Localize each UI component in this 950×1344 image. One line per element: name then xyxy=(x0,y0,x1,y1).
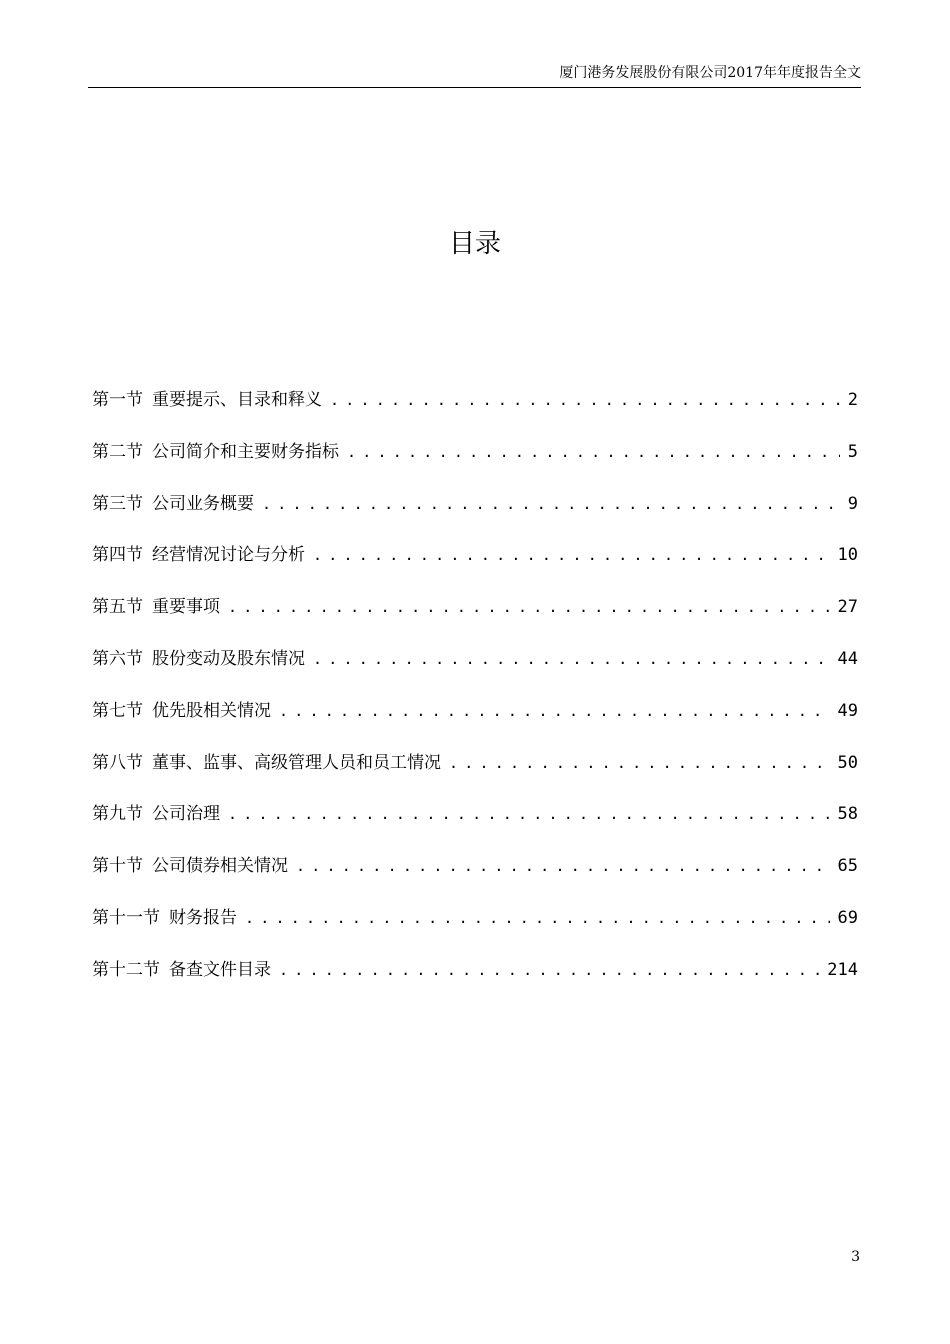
toc-entry-11[interactable] xyxy=(92,901,858,953)
toc-entry-9[interactable] xyxy=(92,797,858,849)
toc-section-name: 股份变动及股东情况 xyxy=(152,648,305,669)
toc-section-number: 第五节 xyxy=(92,597,143,618)
page-title: 目录 xyxy=(448,229,501,259)
toc-section-name: 优先股相关情况 xyxy=(152,700,271,721)
toc-section-number: 第三节 xyxy=(92,493,143,514)
toc-entry-8[interactable] xyxy=(92,746,858,798)
toc-section-number: 第二节 xyxy=(92,441,143,462)
header-divider xyxy=(88,87,861,88)
header-title: 厦门港务发展股份有限公司2017年年度报告全文 xyxy=(559,65,861,81)
toc-entry-1[interactable] xyxy=(92,383,858,435)
toc-section-number: 第十一节 xyxy=(92,907,160,928)
toc-entry-5[interactable] xyxy=(92,590,858,642)
toc-section-number: 第一节 xyxy=(92,390,143,410)
toc-leader-dots xyxy=(262,487,840,521)
toc-entry-10[interactable] xyxy=(92,849,858,901)
toc-page-number: 9 xyxy=(847,493,858,514)
toc-leader-dots xyxy=(296,849,830,883)
toc-page-number: 214 xyxy=(827,959,858,980)
toc-section-number: 第六节 xyxy=(92,648,143,669)
toc-page-number: 65 xyxy=(837,856,858,877)
toc-page-number: 69 xyxy=(837,907,858,928)
toc-section-name: 重要提示、目录和释义 xyxy=(152,390,322,410)
toc-section-name: 备查文件目录 xyxy=(169,959,271,980)
toc-entry-4[interactable] xyxy=(92,538,858,590)
toc-entry-12[interactable] xyxy=(92,953,858,1005)
toc-leader-dots xyxy=(228,590,830,624)
toc-section-number: 第八节 xyxy=(92,752,143,773)
toc-section-number: 第七节 xyxy=(92,700,143,721)
toc-section-number: 第十二节 xyxy=(92,959,160,980)
toc-entry-2[interactable] xyxy=(92,435,858,487)
toc-section-name: 董事、监事、高级管理人员和员工情况 xyxy=(152,752,441,773)
toc-page-number: 27 xyxy=(837,597,858,618)
toc-leader-dots xyxy=(347,435,840,469)
toc-page-number: 58 xyxy=(837,804,858,825)
toc-section-name: 公司业务概要 xyxy=(152,493,254,514)
toc-section-name: 财务报告 xyxy=(169,907,237,928)
toc-section-number: 第四节 xyxy=(92,545,143,566)
toc-entry-3[interactable] xyxy=(92,487,858,539)
table-of-contents xyxy=(92,383,858,1005)
toc-section-name: 公司简介和主要财务指标 xyxy=(152,441,339,462)
toc-section-name: 公司债券相关情况 xyxy=(152,856,288,877)
toc-section-number: 第十节 xyxy=(92,856,143,877)
toc-page-number: 49 xyxy=(837,700,858,721)
toc-page-number: 50 xyxy=(837,752,858,773)
toc-section-name: 公司治理 xyxy=(152,804,220,825)
toc-leader-dots xyxy=(330,383,840,417)
toc-leader-dots xyxy=(313,538,830,572)
toc-leader-dots xyxy=(279,953,819,987)
toc-entry-6[interactable] xyxy=(92,642,858,694)
toc-leader-dots xyxy=(228,797,830,831)
toc-page-number: 2 xyxy=(847,390,858,410)
toc-page-number: 44 xyxy=(837,648,858,669)
toc-entry-7[interactable] xyxy=(92,694,858,746)
toc-section-number: 第九节 xyxy=(92,804,143,825)
toc-page-number: 5 xyxy=(847,441,858,462)
toc-leader-dots xyxy=(245,901,830,935)
toc-leader-dots xyxy=(279,694,830,728)
toc-page-number: 10 xyxy=(837,545,858,566)
toc-leader-dots xyxy=(313,642,830,676)
toc-section-name: 经营情况讨论与分析 xyxy=(152,545,305,566)
footer-page-number: 3 xyxy=(851,1249,860,1265)
toc-section-name: 重要事项 xyxy=(152,597,220,618)
toc-leader-dots xyxy=(449,746,830,780)
